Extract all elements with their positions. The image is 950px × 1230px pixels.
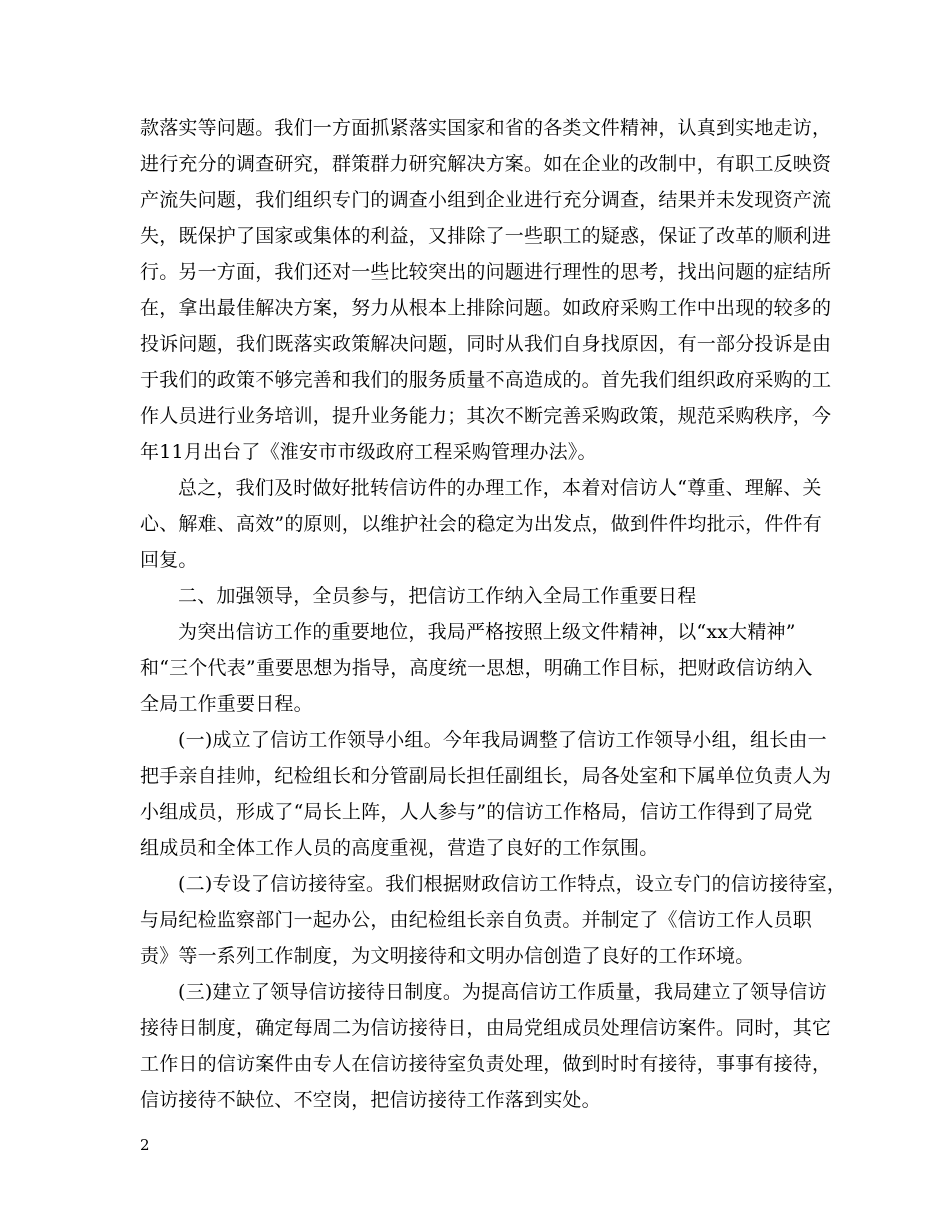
text-line: 进行充分的调查研究，群策群力研究解决方案。如在企业的改制中，有职工反映资 — [140, 153, 832, 175]
text-line: 心、解难、高效”的原则，以维护社会的稳定为出发点，做到件件均批示，件件有 — [140, 513, 822, 535]
text-line: 组成员和全体工作人员的高度重视，营造了良好的工作氛围。 — [140, 837, 659, 859]
section-heading: 二、加强领导，全员参与，把信访工作纳入全局工作重要日程 — [178, 585, 697, 607]
text-line: 小组成员，形成了“局长上阵，人人参与”的信访工作格局，信访工作得到了局党 — [140, 801, 813, 823]
paragraph-start-line: 为突出信访工作的重要地位，我局严格按照上级文件精神，以“xx大精神” — [178, 621, 796, 643]
text-line: 失，既保护了国家或集体的利益，又排除了一些职工的疑惑，保证了改革的顺利进 — [140, 225, 832, 247]
text-line: 在，拿出最佳解决方案，努力从根本上排除问题。如政府采购工作中出现的较多的 — [140, 297, 832, 319]
text-line: 行。另一方面，我们还对一些比较突出的问题进行理性的思考，找出问题的症结所 — [140, 261, 832, 283]
body-text — [140, 110, 847, 1118]
text-line: 与局纪检监察部门一起办公，由纪检组长亲自负责。并制定了《信访工作人员职 — [140, 909, 813, 931]
text-line: 产流失问题，我们组织专门的调查小组到企业进行充分调查，结果并未发现资产流 — [140, 189, 832, 211]
text-line: 信访接待不缺位、不空岗，把信访接待工作落到实处。 — [140, 1089, 601, 1111]
page-number: 2 — [140, 1136, 150, 1154]
text-line: 把手亲自挂帅，纪检组长和分管副局长担任副组长，局各处室和下属单位负责人为 — [140, 765, 832, 787]
text-line: 工作日的信访案件由专人在信访接待室负责处理，做到时时有接待，事事有接待， — [140, 1053, 832, 1075]
text-line: 接待日制度，确定每周二为信访接待日，由局党组成员处理信访案件。同时，其它 — [140, 1017, 832, 1039]
text-line: 全局工作重要日程。 — [140, 693, 313, 715]
text-line: 和“三个代表”重要思想为指导，高度统一思想，明确工作目标，把财政信访纳入 — [140, 657, 813, 679]
text-line: 于我们的政策不够完善和我们的服务质量不高造成的。首先我们组织政府采购的工 — [140, 369, 832, 391]
text-line: 投诉问题，我们既落实政策解决问题，同时从我们自身找原因，有一部分投诉是由 — [140, 333, 832, 355]
paragraph-start-line: 总之，我们及时做好批转信访件的办理工作，本着对信访人“尊重、理解、关 — [178, 477, 822, 499]
text-line: 年11月出台了《淮安市市级政府工程采购管理办法》。 — [140, 441, 597, 463]
text-line: 责》等一系列工作制度，为文明接待和文明办信创造了良好的工作环境。 — [140, 945, 755, 967]
paragraph-start-line: (三)建立了领导信访接待日制度。为提高信访工作质量，我局建立了领导信访 — [178, 981, 827, 1003]
text-line: 款落实等问题。我们一方面抓紧落实国家和省的各类文件精神，认真到实地走访， — [140, 117, 832, 139]
paragraph-start-line: (一)成立了信访工作领导小组。今年我局调整了信访工作领导小组，组长由一 — [178, 729, 827, 751]
paragraph-start-line: (二)专设了信访接待室。我们根据财政信访工作特点，设立专门的信访接待室， — [178, 873, 847, 895]
text-line: 回复。 — [140, 549, 198, 571]
text-line: 作人员进行业务培训，提升业务能力；其次不断完善采购政策，规范采购秩序，今 — [140, 405, 832, 427]
